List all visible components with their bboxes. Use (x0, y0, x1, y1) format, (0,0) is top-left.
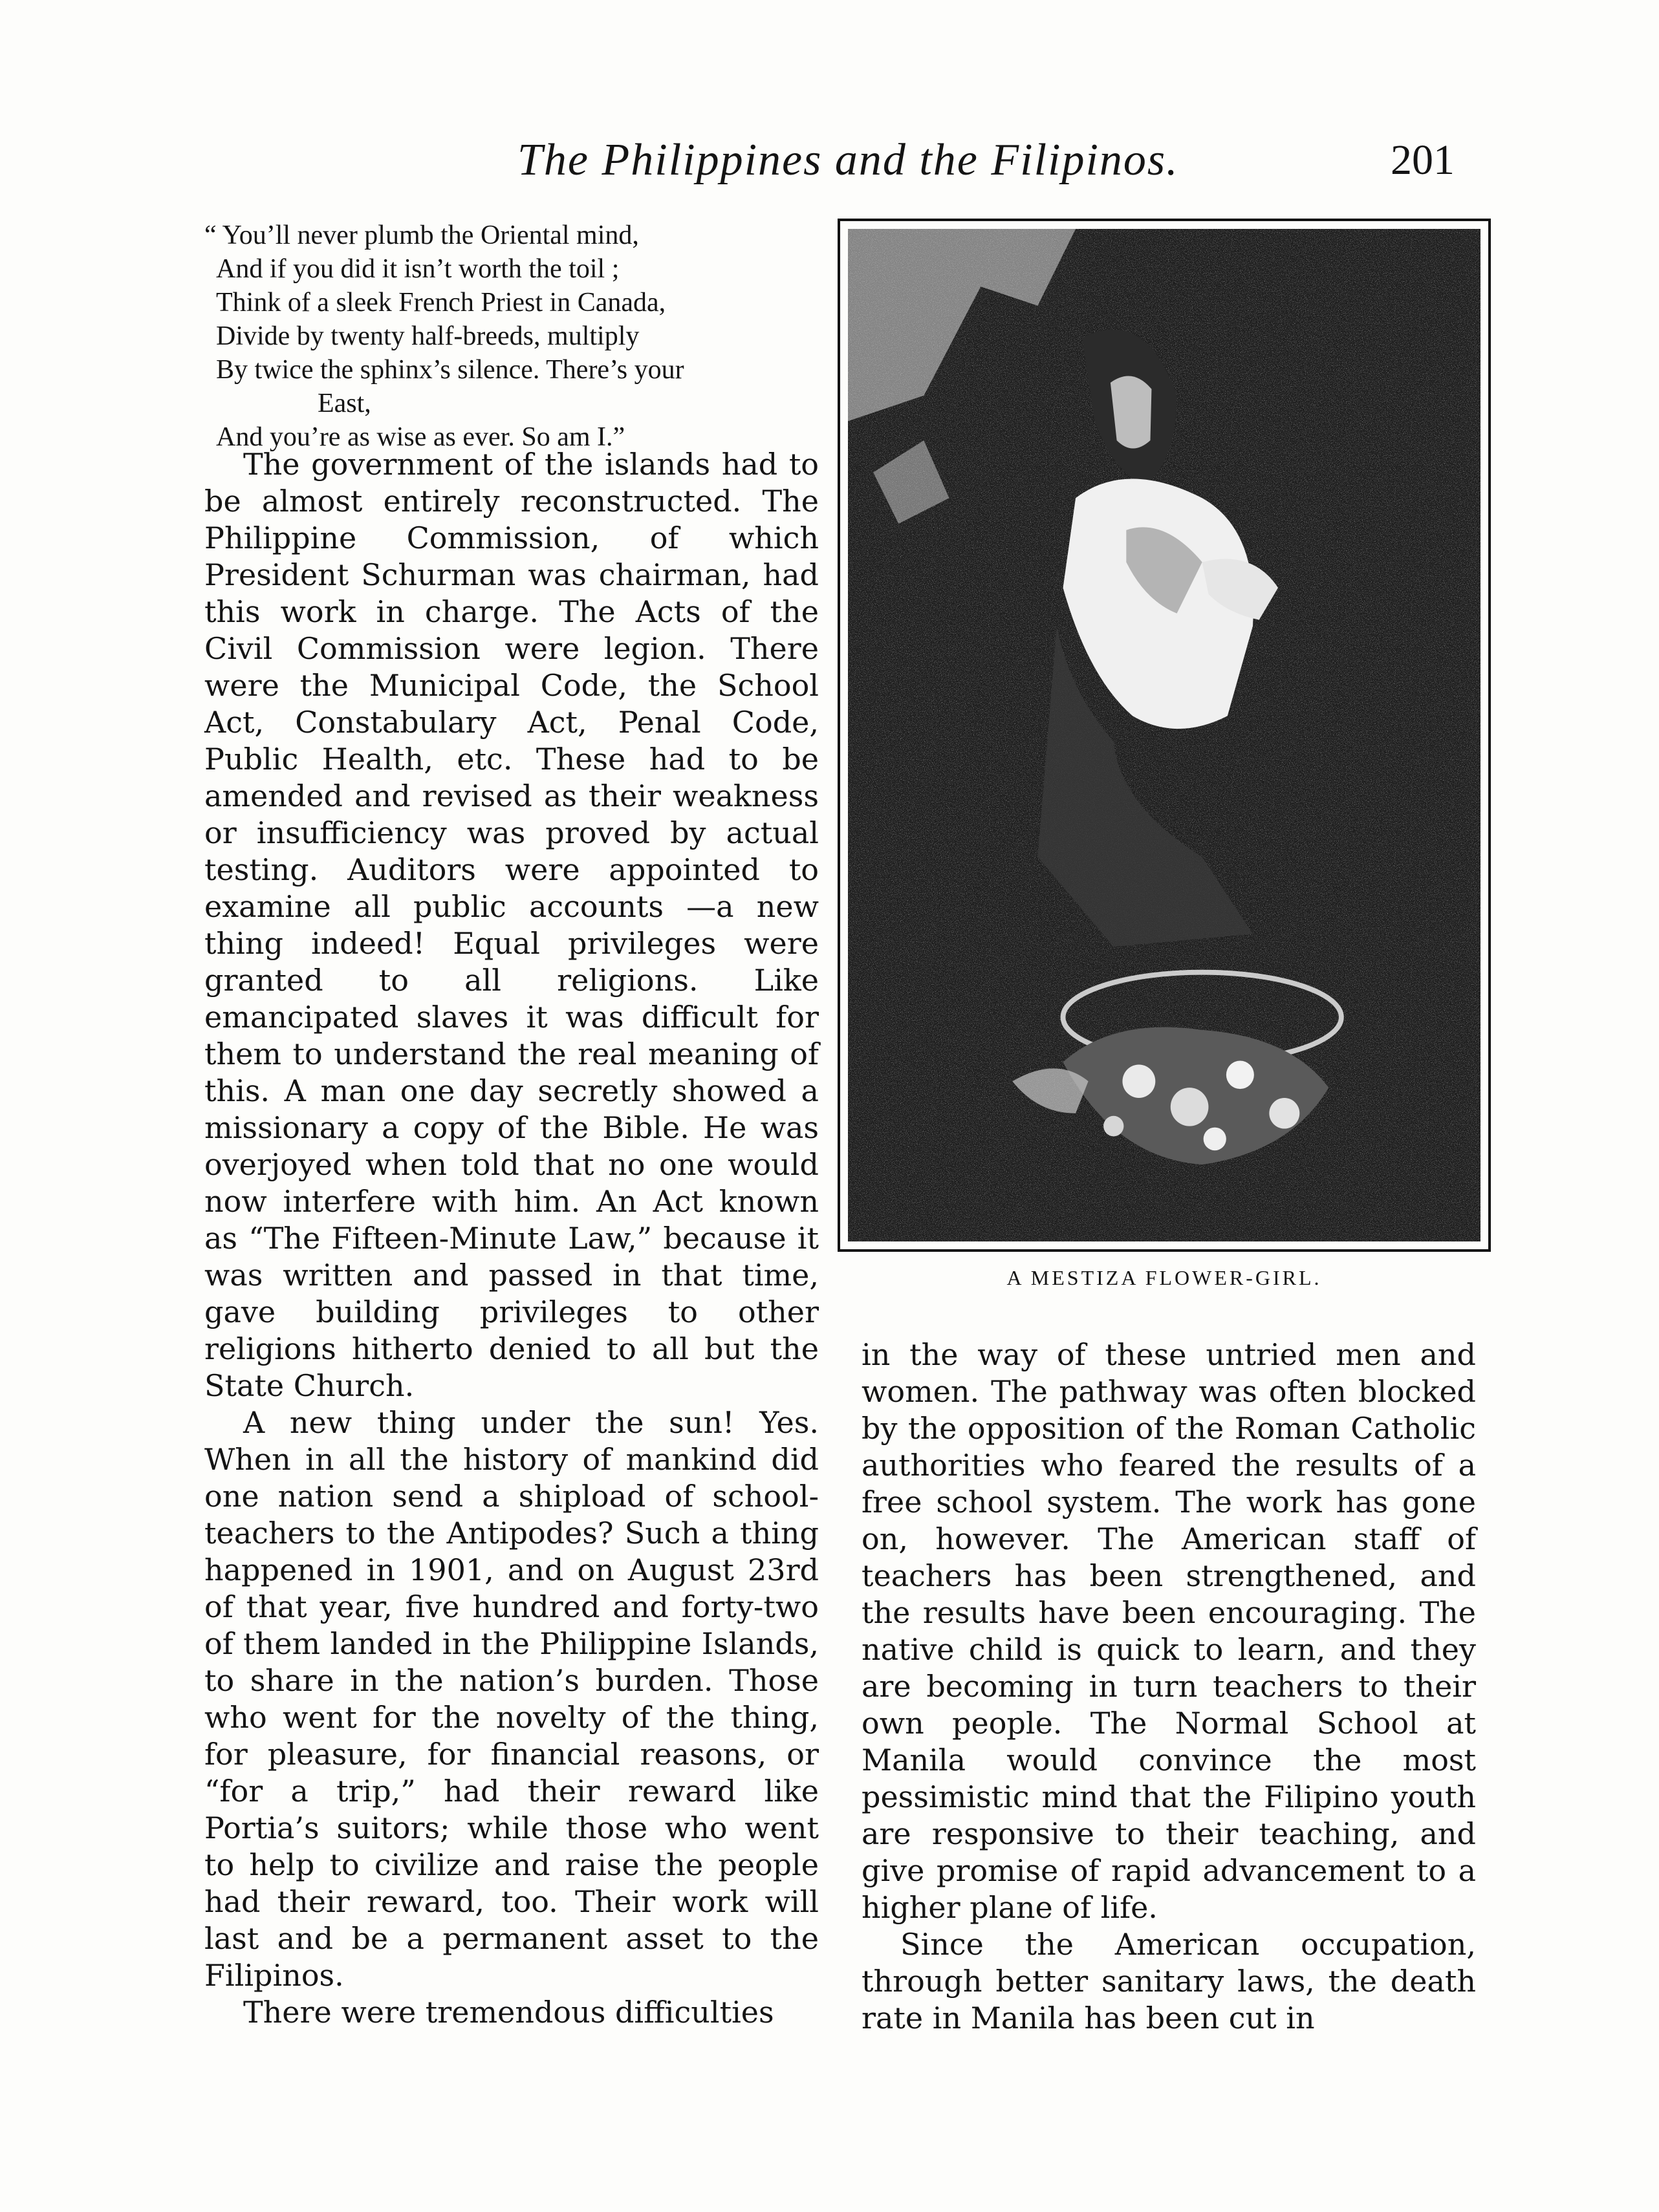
page-number: 201 (1391, 136, 1455, 184)
poem-line: And you’re as wise as ever. So am I.” (216, 422, 625, 452)
body-paragraph: The government of the islands had to be almost entirely reconstructed. The Philippine Commission, of which President Schurman was chairman, had this work in charge. The Acts of the Civil Commission were legion. There were the Municipal Code, the School Act, Constabulary Act, Penal Code, Public Health, etc. These had to be amended and revised as their weakness or insufficiency was proved by actual testing. Auditors were appointed to examine all public accounts —a new thing indeed! Equal privileges were granted to all religions. Like emancipated slaves it was difficult for them to understand the real meaning of this. A man one day secretly showed a missionary a copy of the Bible. He was overjoyed when told that no one would now interfere with him. An Act known as “The Fifteen-Minute Law,” because it was written and passed in that time, gave building privileges to other religions hitherto denied to all but the State Church. (204, 447, 819, 1403)
body-paragraph: A new thing under the sun! Yes. When in all the history of mankind did one nation send a shipload of school-teachers to the Antipodes? Such a thing happened in 1901, and on August 23rd of that year, five hundred and forty-two of them landed in the Philippine Islands, to share in the nation’s burden. Those who went for the novelty of the thing, for pleasure, for financial reasons, or “for a trip,” had their reward like Portia’s suitors; while those who went to help to civilize and raise the people had their reward, too. Their work will last and be a permanent asset to the Filipinos. (204, 1405, 819, 1993)
body-paragraph: Since the American occupation, through better sanitary laws, the death rate in Manila has been cut in (862, 1927, 1476, 2035)
poem-line: East, (318, 389, 371, 418)
running-header-title: The Philippines and the Filipinos. (517, 135, 1179, 185)
body-paragraph: in the way of these untried men and women. The pathway was often blocked by the opposition of the Roman Catholic authorities who feared the results of a free school system. The work has gone on, however. The American staff of teachers has been strengthened, and the results have been encouraging. The native child is quick to learn, and they are becoming in turn teachers to their own people. The Normal School at Manila would convince the most pessimistic mind that the Filipino youth are responsive to their teaching, and give promise of rapid advancement to a higher plane of life. (862, 1337, 1476, 1925)
poem-line: Divide by twenty half-breeds, multiply (216, 321, 640, 351)
poem-line: And if you did it isn’t worth the toil ; (216, 254, 620, 284)
photo-illustration (848, 229, 1480, 1241)
right-text-column (862, 1337, 1476, 2037)
photograph-mestiza-flower-girl (838, 219, 1491, 1252)
poem-quotation (204, 219, 851, 454)
poem-line: Think of a sleek French Priest in Canada, (216, 288, 666, 317)
poem-line: “ You’ll never plumb the Oriental mind, (204, 220, 639, 250)
left-text-column (204, 446, 819, 2031)
poem-line: By twice the sphinx’s silence. There’s your (216, 355, 684, 385)
body-paragraph: There were tremendous difficulties (243, 1995, 774, 2030)
figure-caption: A MESTIZA FLOWER-GIRL. (1006, 1266, 1322, 1289)
